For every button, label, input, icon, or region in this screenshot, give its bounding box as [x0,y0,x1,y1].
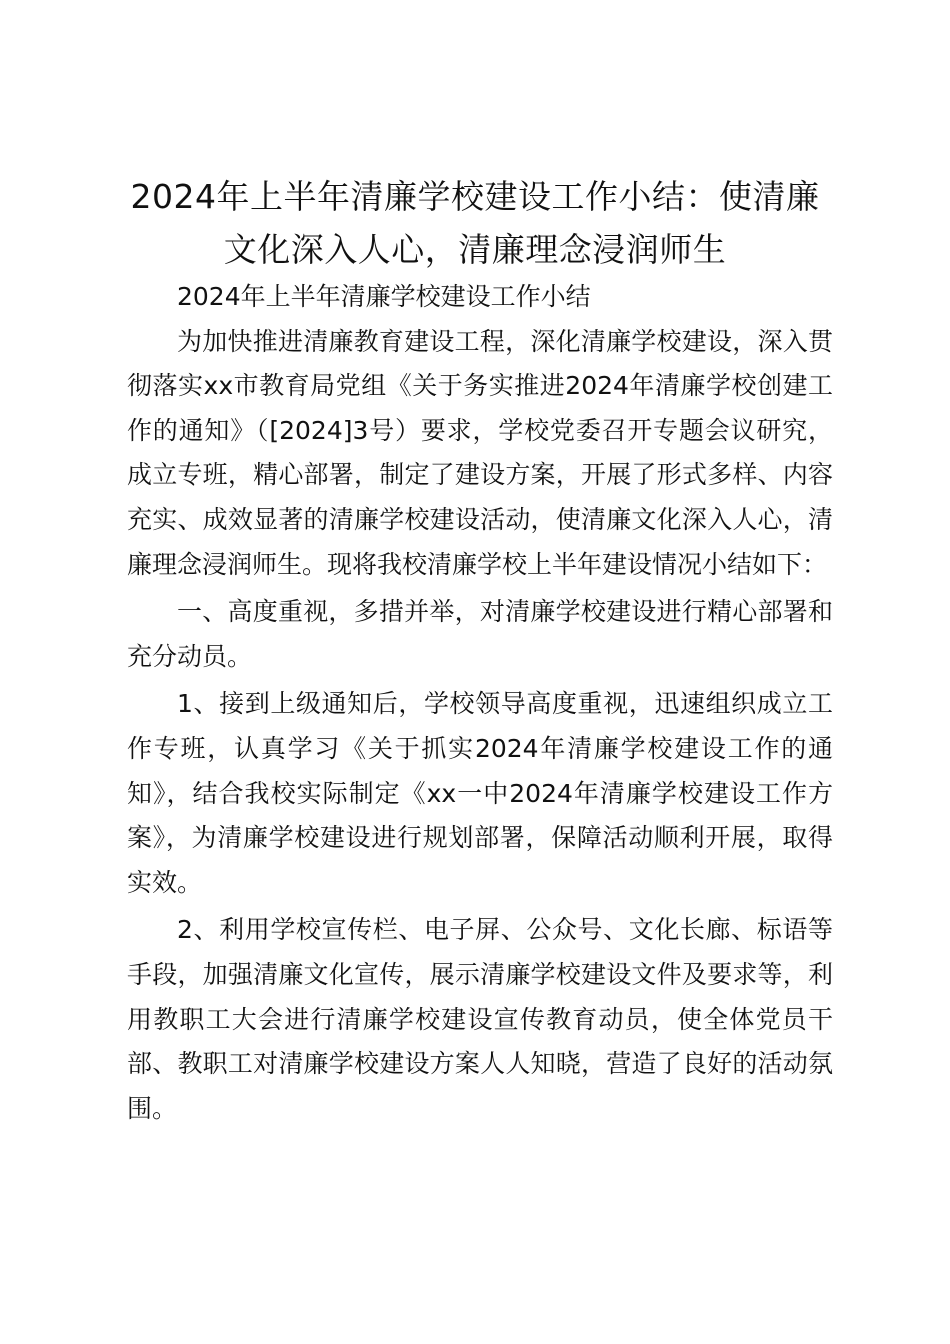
paragraph-intro: 为加快推进清廉教育建设工程，深化清廉学校建设，深入贯彻落实xx市教育局党组《关于务实推进2024年清廉学校创建工作的通知》（[2024]3号）要求，学校党委召开专题会议研究，成立专班，精心部署，制定了建设方案，开展了形式多样、内容充实、成效显著的清廉学校建设活动，使清廉文化深入人心，清廉理念浸润师生。现将我校清廉学校上半年建设情况小结如下： [127,326,833,579]
paragraph-section-heading: 一、高度重视，多措并举，对清廉学校建设进行精心部署和充分动员。 [127,597,833,671]
paragraph-item-2: 2、利用学校宣传栏、电子屏、公众号、文化长廊、标语等手段，加强清廉文化宣传，展示清廉学校建设文件及要求等，利用教职工大会进行清廉学校建设宣传教育动员，使全体党员干部、教职工对清廉学校建设方案人人知晓，营造了良好的活动氛围。 [127,915,833,1123]
document-subtitle: 2024年上半年清廉学校建设工作小结 [177,282,591,311]
document-body [127,275,833,1131]
document-title: 2024年上半年清廉学校建设工作小结：使清廉文化深入人心，清廉理念浸润师生 [130,177,820,269]
paragraph-item-1: 1、接到上级通知后，学校领导高度重视，迅速组织成立工作专班，认真学习《关于抓实2024年清廉学校建设工作的通知》，结合我校实际制定《xx一中2024年清廉学校建设工作方案》，为清廉学校建设进行规划部署，保障活动顺利开展，取得实效。 [127,689,833,897]
